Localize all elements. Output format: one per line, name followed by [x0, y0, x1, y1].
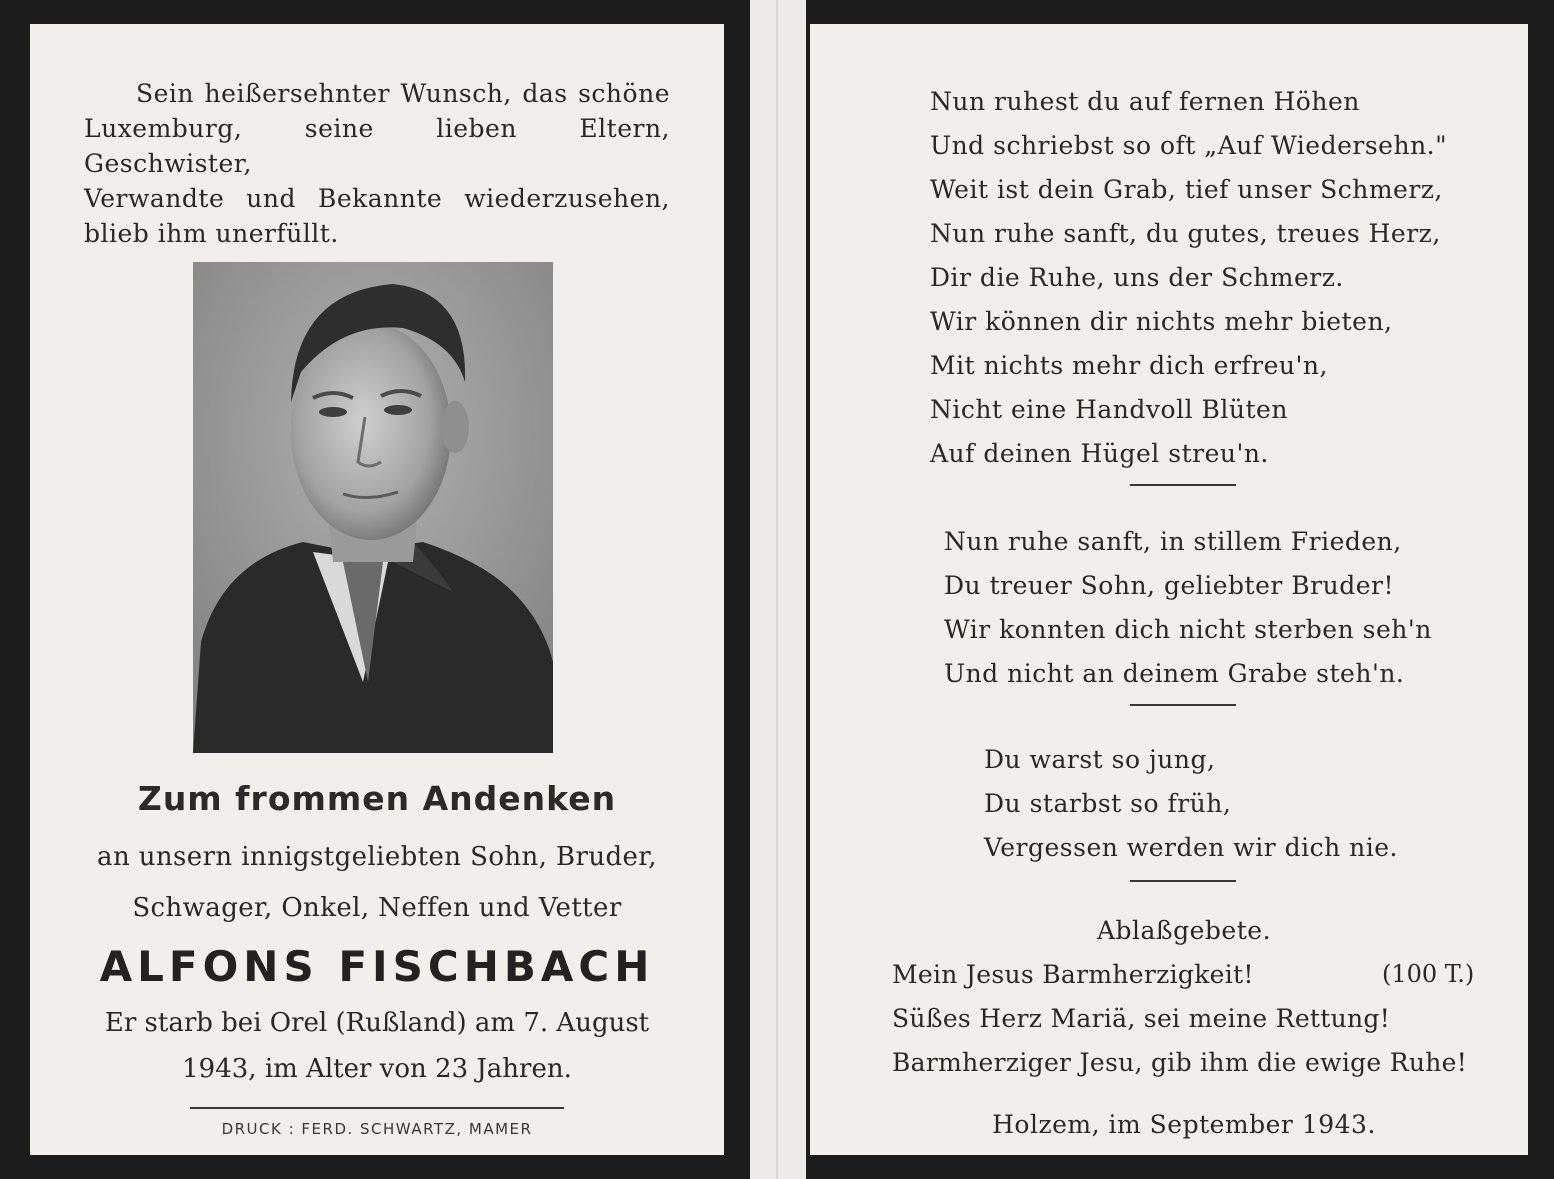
verse-2	[944, 520, 1432, 696]
verse-line: Weit ist dein Grab, tief unser Schmerz,	[930, 175, 1443, 204]
portrait-illustration	[193, 262, 553, 753]
intro-paragraph	[84, 76, 670, 251]
verse-line: Und nicht an deinem Grabe steh'n.	[944, 659, 1405, 688]
verse-line: Du starbst so früh,	[984, 789, 1232, 818]
verse-line: Nun ruhe sanft, in stillem Frieden,	[944, 527, 1402, 556]
death-line-2: 1943, im Alter von 23 Jahren.	[182, 1054, 572, 1084]
intro-line: Verwandte und Bekannte wiederzusehen,	[84, 184, 670, 213]
intro-line: Sein heißersehnter Wunsch, das schöne	[136, 79, 670, 108]
divider	[1130, 880, 1236, 882]
deceased-name: ALFONS FISCHBACH	[99, 942, 655, 991]
divider	[1130, 704, 1236, 706]
right-card-panel	[810, 24, 1528, 1155]
prayer-line-1: Mein Jesus Barmherzigkeit!	[892, 960, 1254, 989]
relation-line-1: an unsern innigstgeliebten Sohn, Bruder,	[97, 842, 657, 872]
verse-line: Dir die Ruhe, uns der Schmerz.	[930, 263, 1344, 292]
verse-line: Auf deinen Hügel streu'n.	[930, 439, 1269, 468]
divider	[190, 1107, 564, 1109]
verse-line: Nun ruhe sanft, du gutes, treues Herz,	[930, 219, 1441, 248]
verse-line: Wir können dir nichts mehr bieten,	[930, 307, 1393, 336]
prayer-line-2: Süßes Herz Mariä, sei meine Rettung!	[892, 1004, 1391, 1033]
verse-line: Du warst so jung,	[984, 745, 1216, 774]
verse-3	[984, 738, 1398, 870]
memorial-heading: Zum frommen Andenken	[137, 779, 617, 818]
indulgence-title: Ablaßgebete.	[1096, 916, 1272, 945]
left-card-panel	[30, 24, 724, 1155]
verse-line: Vergessen werden wir dich nie.	[984, 833, 1398, 862]
portrait-photo	[193, 262, 553, 753]
intro-line: blieb ihm unerfüllt.	[84, 219, 339, 248]
verse-line: Mit nichts mehr dich erfreu'n,	[930, 351, 1328, 380]
verse-line: Du treuer Sohn, geliebter Bruder!	[944, 571, 1394, 600]
verse-line: Nicht eine Handvoll Blüten	[930, 395, 1288, 424]
indulgence-days: (100 T.)	[1382, 960, 1475, 988]
verse-line: Wir konnten dich nicht sterben seh'n	[944, 615, 1432, 644]
prayer-line-3: Barmherziger Jesu, gib ihm die ewige Ruhe!	[892, 1048, 1468, 1077]
relation-line-2: Schwager, Onkel, Neffen und Vetter	[132, 893, 622, 923]
card-fold	[750, 0, 806, 1179]
verse-line: Nun ruhest du auf fernen Höhen	[930, 87, 1360, 116]
printer-credit: DRUCK : FERD. SCHWARTZ, MAMER	[221, 1120, 533, 1138]
verse-line: Und schriebst so oft „Auf Wiedersehn."	[930, 131, 1448, 160]
intro-line: Luxemburg, seine lieben Eltern, Geschwister,	[84, 114, 670, 178]
death-line-1: Er starb bei Orel (Rußland) am 7. August	[104, 1008, 650, 1038]
place-and-date: Holzem, im September 1943.	[992, 1110, 1376, 1139]
verse-1	[930, 80, 1447, 476]
divider	[1130, 484, 1236, 486]
